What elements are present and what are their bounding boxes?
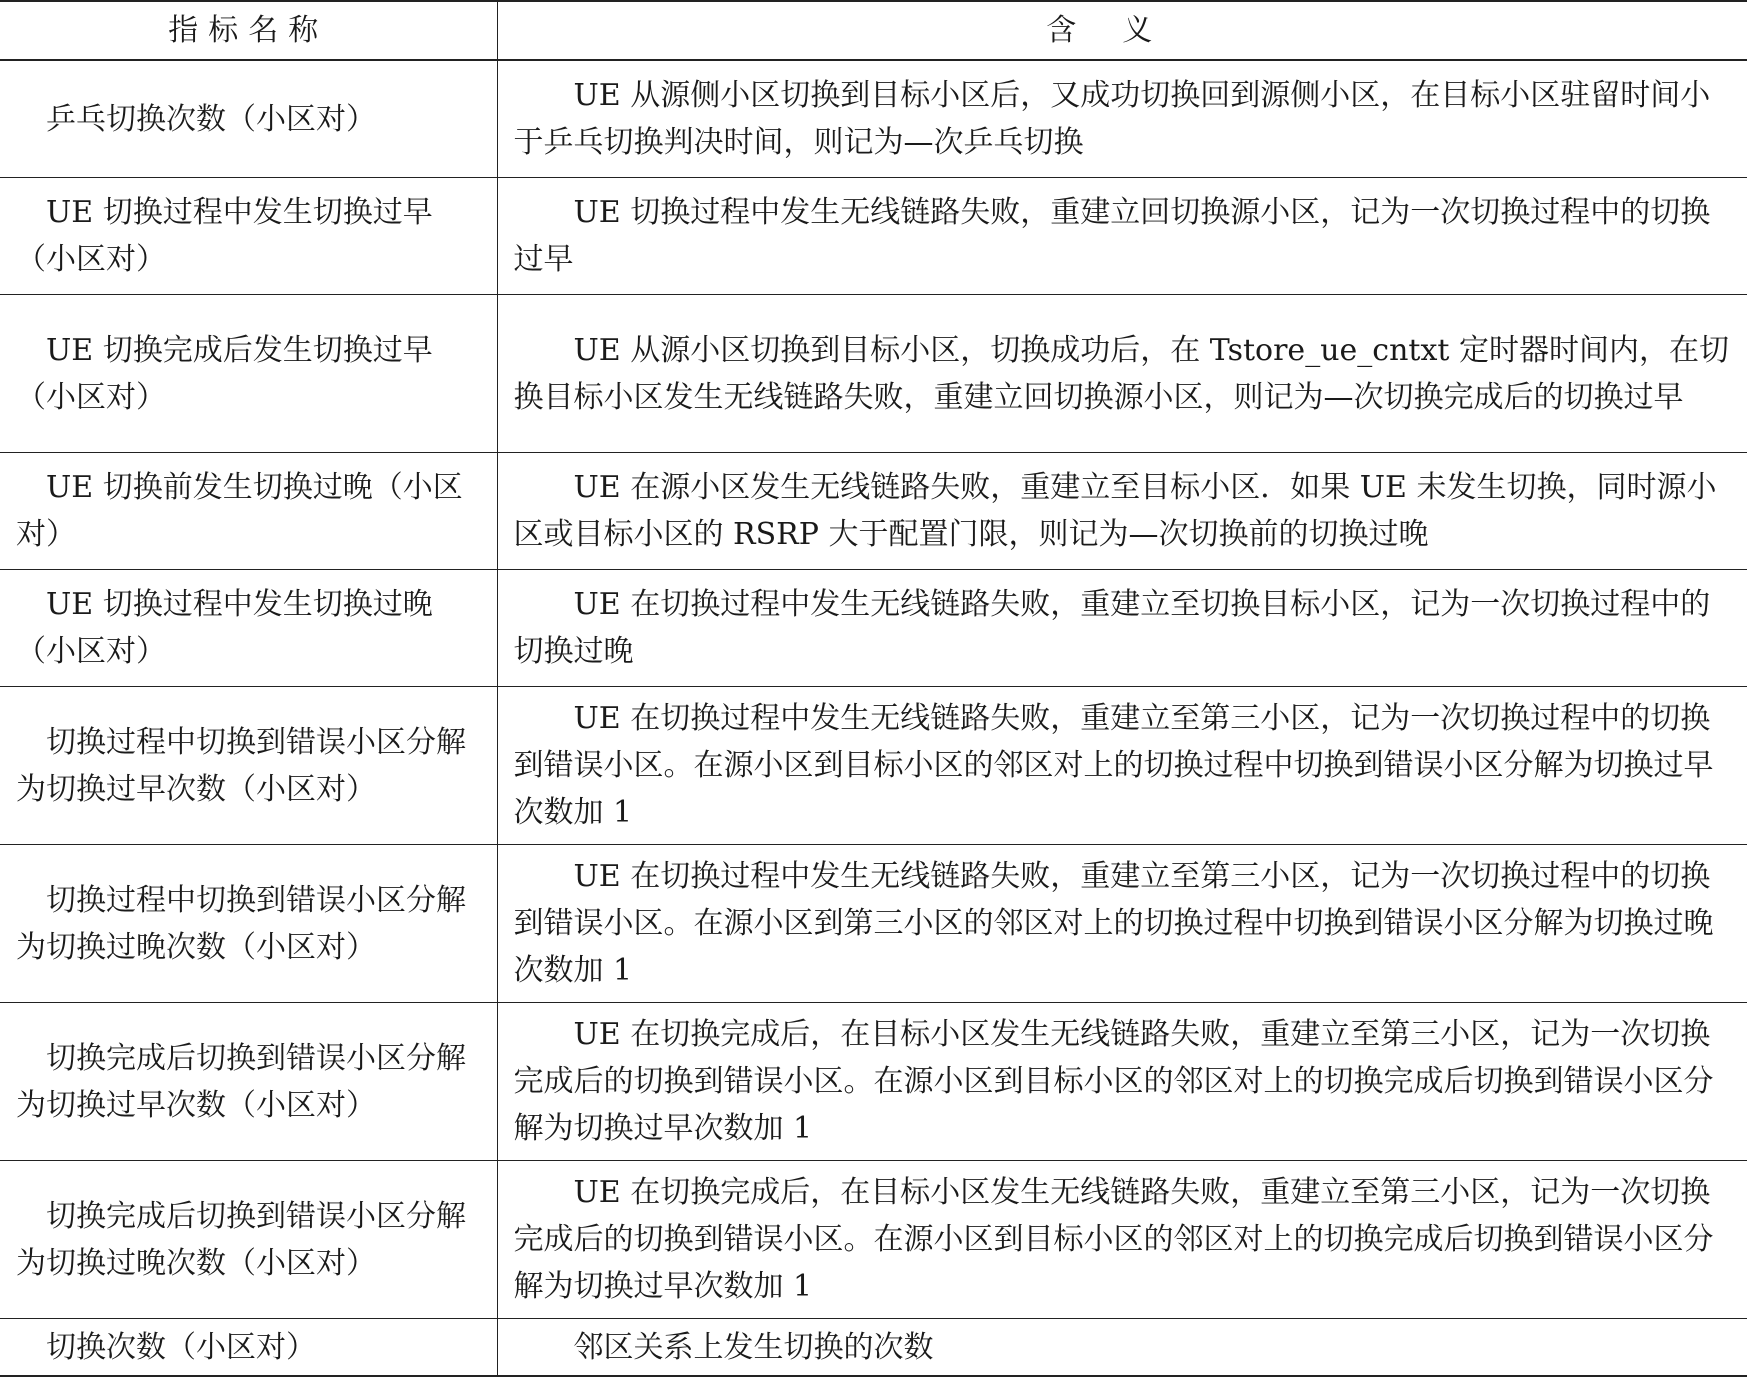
indicator-name: 乒乓切换次数（小区对） — [46, 101, 376, 137]
indicator-meaning: UE 在切换过程中发生无线链路失败，重建立至第三小区，记为一次切换过程中的切换到错误小区。在源小区到第三小区的邻区对上的切换过程中切换到错误小区分解为切换过晚次数加 1 — [513, 859, 1714, 988]
indicator-name-cell — [0, 60, 497, 178]
table-header-row — [0, 1, 1747, 60]
table-row — [0, 1003, 1747, 1161]
meaning-cell — [497, 178, 1747, 295]
indicator-meaning: UE 在切换完成后，在目标小区发生无线链路失败，重建立至第三小区，记为一次切换完成后的切换到错误小区。在源小区到目标小区的邻区对上的切换完成后切换到错误小区分解为切换过早次数加 1 — [513, 1017, 1714, 1146]
indicator-name: UE 切换前发生切换过晚（小区对） — [16, 470, 463, 552]
indicator-meaning: UE 切换过程中发生无线链路失败，重建立回切换源小区，记为一次切换过程中的切换过早 — [513, 195, 1711, 277]
indicator-name: 切换次数（小区对） — [46, 1329, 316, 1365]
indicator-name: 切换过程中切换到错误小区分解为切换过早次数（小区对） — [16, 724, 466, 807]
indicator-meaning: UE 从源小区切换到目标小区，切换成功后，在 Tstore_ue_cntxt 定时器时间内，在切换目标小区发生无线链路失败，重建立回切换源小区，则记为—次切换完成后的切换过早 — [513, 332, 1729, 415]
indicator-meaning: UE 在切换完成后，在目标小区发生无线链路失败，重建立至第三小区，记为一次切换完成后的切换到错误小区。在源小区到目标小区的邻区对上的切换完成后切换到错误小区分解为切换过早次数加 1 — [513, 1175, 1714, 1304]
table-row — [0, 60, 1747, 178]
indicator-name: 切换过程中切换到错误小区分解为切换过晚次数（小区对） — [16, 882, 466, 965]
indicator-meaning: UE 在切换过程中发生无线链路失败，重建立至切换目标小区，记为一次切换过程中的切换过晚 — [513, 587, 1711, 669]
indicator-name: UE 切换完成后发生切换过早（小区对） — [16, 332, 433, 415]
meaning-cell — [497, 845, 1747, 1003]
indicator-name-cell — [0, 295, 497, 453]
indicator-name-cell — [0, 1319, 497, 1377]
table-row — [0, 453, 1747, 570]
meaning-cell — [497, 295, 1747, 453]
indicator-meaning: UE 从源侧小区切换到目标小区后，又成功切换回到源侧小区，在目标小区驻留时间小于乒乓切换判决时间，则记为—次乒乓切换 — [513, 78, 1711, 160]
meaning-cell — [497, 453, 1747, 570]
meaning-cell — [497, 60, 1747, 178]
header-meaning: 含义 — [497, 1, 1747, 60]
header-indicator-name: 指标名称 — [0, 1, 497, 60]
indicator-meaning: UE 在切换过程中发生无线链路失败，重建立至第三小区，记为一次切换过程中的切换到错误小区。在源小区到目标小区的邻区对上的切换过程中切换到错误小区分解为切换过早次数加 1 — [513, 701, 1714, 830]
indicator-name-cell — [0, 178, 497, 295]
indicator-name: 切换完成后切换到错误小区分解为切换过早次数（小区对） — [16, 1040, 466, 1123]
indicator-name-cell — [0, 1003, 497, 1161]
indicator-name-cell — [0, 570, 497, 687]
meaning-cell — [497, 1161, 1747, 1319]
meaning-cell — [497, 1319, 1747, 1377]
table-row — [0, 845, 1747, 1003]
table-row — [0, 1319, 1747, 1377]
meaning-cell — [497, 687, 1747, 845]
table-row — [0, 295, 1747, 453]
meaning-cell — [497, 570, 1747, 687]
indicator-name: UE 切换过程中发生切换过晚（小区对） — [16, 587, 433, 669]
indicator-name-cell — [0, 687, 497, 845]
meaning-cell — [497, 1003, 1747, 1161]
indicator-name-cell — [0, 845, 497, 1003]
indicator-meaning: UE 在源小区发生无线链路失败，重建立至目标小区．如果 UE 未发生切换，同时源小区或目标小区的 RSRP 大于配置门限，则记为—次切换前的切换过晚 — [513, 470, 1717, 552]
indicator-name: UE 切换过程中发生切换过早（小区对） — [16, 195, 433, 277]
indicator-name-cell — [0, 1161, 497, 1319]
table-row — [0, 570, 1747, 687]
indicator-name: 切换完成后切换到错误小区分解为切换过晚次数（小区对） — [16, 1198, 466, 1281]
indicator-meaning: 邻区关系上发生切换的次数 — [573, 1329, 934, 1365]
indicator-name-cell — [0, 453, 497, 570]
table-row — [0, 1161, 1747, 1319]
table-row — [0, 178, 1747, 295]
table-row — [0, 687, 1747, 845]
